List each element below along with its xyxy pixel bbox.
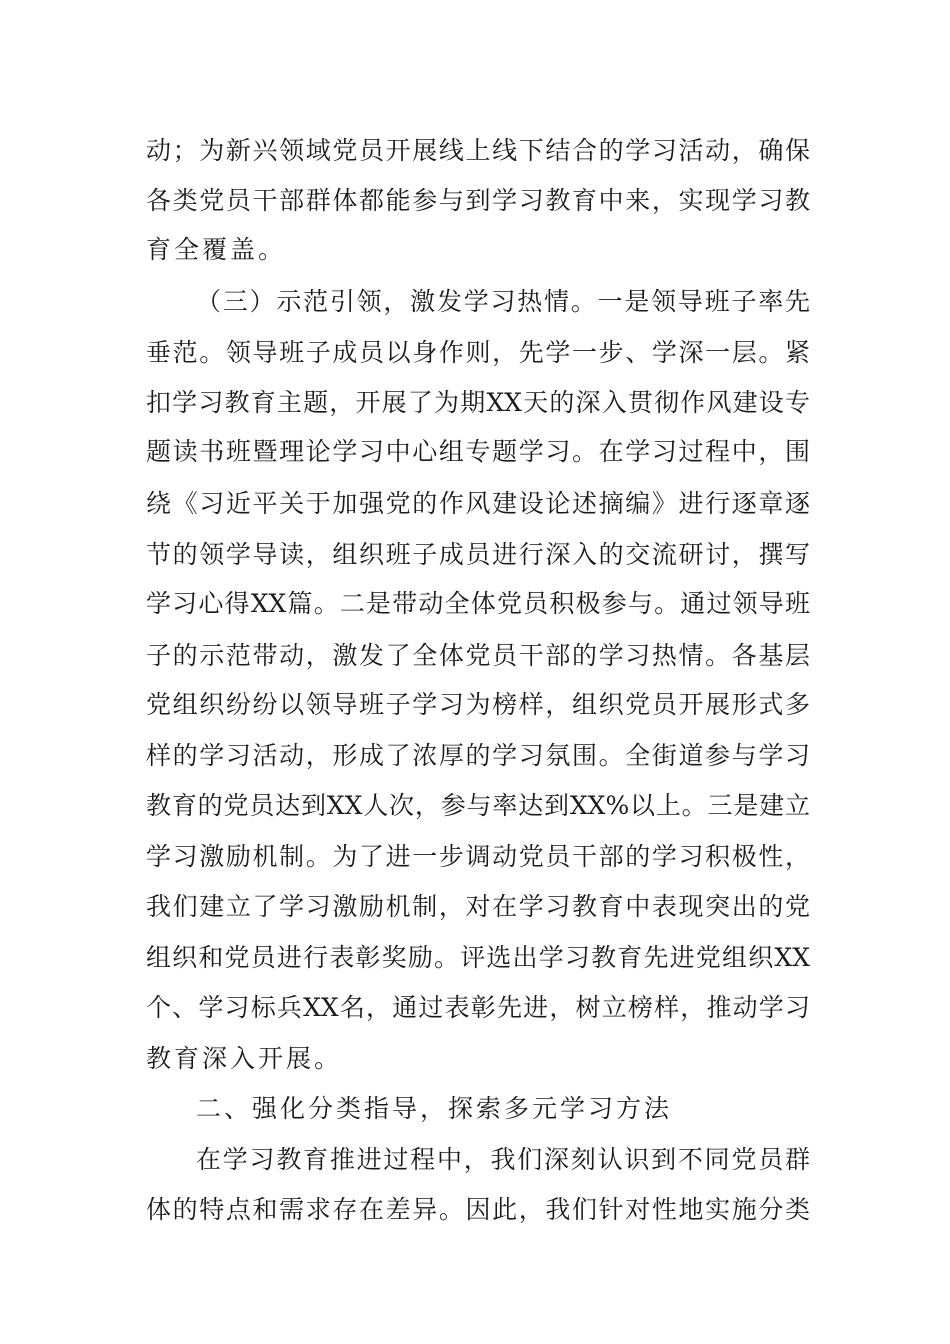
text-line-8: 绕《习近平关于加强党的作风建设论述摘编》进行逐章逐 [146, 489, 810, 518]
section-heading-2: 二、强化分类指导，探索多元学习方法 [196, 1094, 673, 1123]
text-line-19: 教育深入开展。 [146, 1044, 343, 1073]
text-line-17: 组织和党员进行表彰奖励。评选出学习教育先进党组织XX [146, 943, 810, 972]
section-heading-3: （三）示范引领，激发学习热情。一是领导班子率先 [196, 287, 810, 316]
text-line-3: 育全覆盖。 [146, 235, 287, 264]
text-line-7: 题读书班暨理论学习中心组专题学习。在学习过程中，围 [146, 437, 810, 466]
text-line-21: 在学习教育推进过程中，我们深刻认识到不同党员群 [196, 1145, 810, 1174]
text-line-2: 各类党员干部群体都能参与到学习教育中来，实现学习教 [146, 186, 810, 215]
text-line-5: 垂范。领导班子成员以身作则，先学一步、学深一层。紧 [146, 338, 810, 367]
text-line-16: 我们建立了学习激励机制，对在学习教育中表现突出的党 [146, 892, 810, 921]
text-line-22: 体的特点和需求存在差异。因此，我们针对性地实施分类 [146, 1195, 810, 1224]
text-line-14: 教育的党员达到XX人次，参与率达到XX%以上。三是建立 [146, 791, 810, 820]
text-line-10: 学习心得XX篇。二是带动全体党员积极参与。通过领导班 [146, 589, 810, 618]
text-line-6: 扣学习教育主题，开展了为期XX天的深入贯彻作风建设专 [146, 388, 810, 417]
text-line-11: 子的示范带动，激发了全体党员干部的学习热情。各基层 [146, 641, 810, 670]
text-line-12: 党组织纷纷以领导班子学习为榜样，组织党员开展形式多 [146, 690, 810, 719]
text-line-15: 学习激励机制。为了进一步调动党员干部的学习积极性， [146, 842, 810, 871]
text-line-18: 个、学习标兵XX名，通过表彰先进，树立榜样，推动学习 [146, 993, 810, 1022]
text-line-13: 样的学习活动，形成了浓厚的学习氛围。全街道参与学习 [146, 741, 810, 770]
text-line-9: 节的领学导读，组织班子成员进行深入的交流研讨，撰写 [146, 540, 810, 569]
text-line-1: 动；为新兴领域党员开展线上线下结合的学习活动，确保 [146, 136, 810, 165]
